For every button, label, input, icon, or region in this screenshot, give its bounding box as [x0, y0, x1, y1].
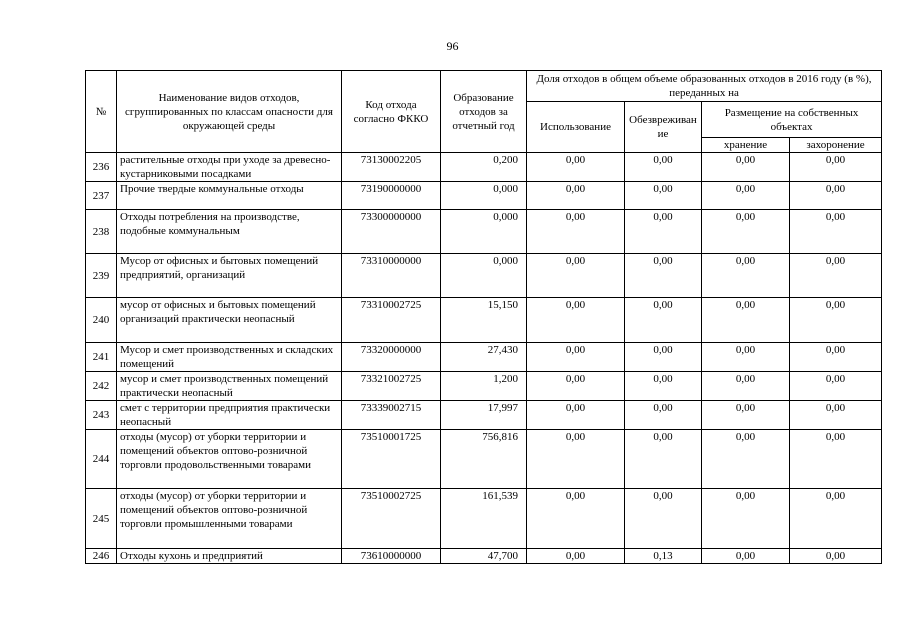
row-storage: 0,00	[702, 430, 790, 489]
row-use: 0,00	[527, 153, 625, 182]
table-row	[86, 182, 882, 210]
row-formation: 0,000	[441, 210, 527, 254]
row-use: 0,00	[527, 343, 625, 372]
table-row	[86, 210, 882, 254]
row-formation: 17,997	[441, 401, 527, 430]
row-use: 0,00	[527, 182, 625, 210]
row-burial: 0,00	[790, 372, 882, 401]
row-code: 73510001725	[342, 430, 441, 489]
row-formation: 1,200	[441, 372, 527, 401]
row-use: 0,00	[527, 489, 625, 549]
row-number: 243	[86, 401, 117, 430]
row-storage: 0,00	[702, 298, 790, 343]
row-name: Мусор и смет производственных и складских помещений	[117, 343, 342, 372]
row-neutralization: 0,00	[625, 489, 702, 549]
waste-table	[85, 70, 882, 564]
row-burial: 0,00	[790, 401, 882, 430]
row-number: 246	[86, 549, 117, 564]
row-neutralization: 0,00	[625, 182, 702, 210]
table-row	[86, 430, 882, 489]
row-code: 73339002715	[342, 401, 441, 430]
row-burial: 0,00	[790, 430, 882, 489]
header-num: №	[86, 71, 117, 153]
header-name: Наименование видов отходов, сгруппированных по классам опасности для окружающей среды	[117, 71, 342, 153]
row-number: 240	[86, 298, 117, 343]
table-row	[86, 343, 882, 372]
header-neutralization: Обезвреживание	[625, 102, 702, 153]
row-code: 73320000000	[342, 343, 441, 372]
row-storage: 0,00	[702, 401, 790, 430]
row-formation: 0,200	[441, 153, 527, 182]
table-row	[86, 153, 882, 182]
row-storage: 0,00	[702, 343, 790, 372]
table-row	[86, 549, 882, 564]
row-name: мусор и смет производственных помещений практически неопасный	[117, 372, 342, 401]
row-number: 238	[86, 210, 117, 254]
row-neutralization: 0,00	[625, 401, 702, 430]
row-use: 0,00	[527, 430, 625, 489]
table-header	[86, 71, 882, 153]
row-storage: 0,00	[702, 489, 790, 549]
row-number: 244	[86, 430, 117, 489]
row-number: 239	[86, 254, 117, 298]
row-code: 73130002205	[342, 153, 441, 182]
row-use: 0,00	[527, 298, 625, 343]
row-use: 0,00	[527, 254, 625, 298]
row-neutralization: 0,00	[625, 210, 702, 254]
table-row	[86, 372, 882, 401]
row-storage: 0,00	[702, 254, 790, 298]
table-row	[86, 401, 882, 430]
page-number: 96	[446, 39, 459, 53]
header-use: Использование	[527, 102, 625, 153]
row-neutralization: 0,13	[625, 549, 702, 564]
row-number: 237	[86, 182, 117, 210]
row-neutralization: 0,00	[625, 298, 702, 343]
row-storage: 0,00	[702, 372, 790, 401]
row-storage: 0,00	[702, 153, 790, 182]
header-placement: Размещение на собственных объектах	[702, 102, 882, 138]
row-name: Прочие твердые коммунальные отходы	[117, 182, 342, 210]
row-code: 73190000000	[342, 182, 441, 210]
row-name: отходы (мусор) от уборки территории и помещений объектов оптово-розничной торговли продовольственными товарами	[117, 430, 342, 489]
row-formation: 0,000	[441, 182, 527, 210]
row-use: 0,00	[527, 210, 625, 254]
row-number: 236	[86, 153, 117, 182]
row-formation: 756,816	[441, 430, 527, 489]
row-number: 241	[86, 343, 117, 372]
row-name: смет с территории предприятия практически неопасный	[117, 401, 342, 430]
row-burial: 0,00	[790, 298, 882, 343]
header-burial: захоронение	[790, 138, 882, 153]
header-code: Код отхода согласно ФККО	[342, 71, 441, 153]
row-burial: 0,00	[790, 254, 882, 298]
row-neutralization: 0,00	[625, 153, 702, 182]
row-neutralization: 0,00	[625, 343, 702, 372]
table-body	[86, 153, 882, 564]
row-code: 73310002725	[342, 298, 441, 343]
row-name: Отходы кухонь и предприятий	[117, 549, 342, 564]
row-name: растительные отходы при уходе за древесно-кустарниковыми посадками	[117, 153, 342, 182]
header-share-group: Доля отходов в общем объеме образованных отходов в 2016 году (в %), переданных на	[527, 71, 882, 102]
row-formation: 47,700	[441, 549, 527, 564]
row-number: 245	[86, 489, 117, 549]
row-storage: 0,00	[702, 182, 790, 210]
row-use: 0,00	[527, 549, 625, 564]
row-formation: 0,000	[441, 254, 527, 298]
row-storage: 0,00	[702, 549, 790, 564]
row-neutralization: 0,00	[625, 430, 702, 489]
row-code: 73510002725	[342, 489, 441, 549]
row-use: 0,00	[527, 372, 625, 401]
row-neutralization: 0,00	[625, 372, 702, 401]
header-formation: Образование отходов за отчетный год	[441, 71, 527, 153]
row-code: 73610000000	[342, 549, 441, 564]
row-code: 73300000000	[342, 210, 441, 254]
row-code: 73310000000	[342, 254, 441, 298]
header-storage: хранение	[702, 138, 790, 153]
table-row	[86, 298, 882, 343]
row-name: отходы (мусор) от уборки территории и помещений объектов оптово-розничной торговли промышленными товарами	[117, 489, 342, 549]
row-number: 242	[86, 372, 117, 401]
row-burial: 0,00	[790, 153, 882, 182]
row-formation: 161,539	[441, 489, 527, 549]
row-name: Отходы потребления на производстве, подобные коммунальным	[117, 210, 342, 254]
row-formation: 15,150	[441, 298, 527, 343]
row-burial: 0,00	[790, 182, 882, 210]
table-row	[86, 254, 882, 298]
row-storage: 0,00	[702, 210, 790, 254]
row-burial: 0,00	[790, 210, 882, 254]
table-row	[86, 489, 882, 549]
row-code: 73321002725	[342, 372, 441, 401]
row-burial: 0,00	[790, 549, 882, 564]
row-name: мусор от офисных и бытовых помещений организаций практически неопасный	[117, 298, 342, 343]
row-burial: 0,00	[790, 489, 882, 549]
row-burial: 0,00	[790, 343, 882, 372]
row-formation: 27,430	[441, 343, 527, 372]
row-use: 0,00	[527, 401, 625, 430]
row-neutralization: 0,00	[625, 254, 702, 298]
row-name: Мусор от офисных и бытовых помещений предприятий, организаций	[117, 254, 342, 298]
